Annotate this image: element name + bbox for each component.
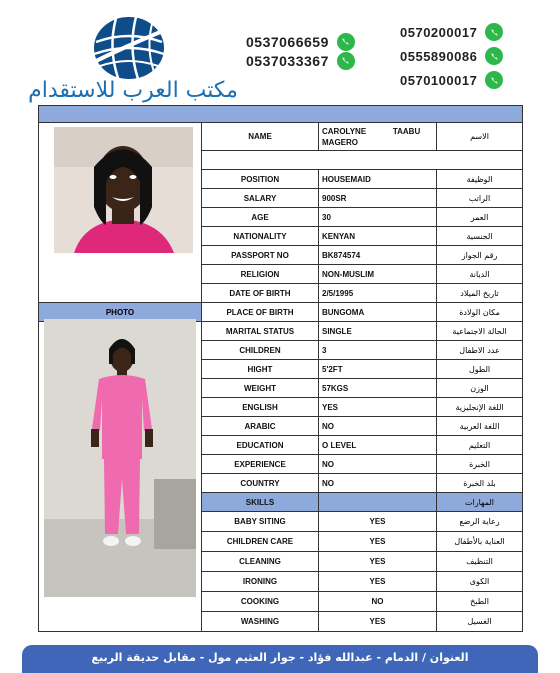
weight-arabic: الوزن [437, 379, 523, 398]
religion-value: NON-MUSLIM [319, 265, 437, 284]
weight-value: 57KGS [319, 379, 437, 398]
arabic-label: ARABIC [202, 417, 319, 436]
phone-number: 0570200017 [400, 20, 503, 44]
position-arabic: الوظيفة [437, 170, 523, 189]
skill-arabic: الطبخ [437, 592, 523, 612]
name-value: CAROLYNE TAABU MAGERO [319, 123, 437, 151]
experience-label: EXPERIENCE [202, 455, 319, 474]
arabic-value: NO [319, 417, 437, 436]
skill-label: WASHING [202, 612, 319, 632]
skill-value: YES [319, 532, 437, 552]
experience-arabic: الخبرة [437, 455, 523, 474]
skill-value: YES [319, 572, 437, 592]
skills-label: SKILLS [202, 493, 319, 512]
phone-number: 0537066659 [246, 32, 355, 51]
skill-value: YES [319, 512, 437, 532]
age-value: 30 [319, 208, 437, 227]
dob-value: 2/5/1995 [319, 284, 437, 303]
passport-label: PASSPORT NO [202, 246, 319, 265]
place-of-birth-label: PLACE OF BIRTH [202, 303, 319, 322]
name-label: NAME [202, 123, 319, 151]
skill-label: IRONING [202, 572, 319, 592]
skill-arabic: الكوى [437, 572, 523, 592]
footer-address: العنوان / الدمام - عبدالله فؤاد - جوار العثيم مول - مقابل حديقة الربيع [22, 645, 538, 673]
whatsapp-icon [485, 47, 503, 65]
nationality-arabic: الجنسية [437, 227, 523, 246]
phones-middle [246, 32, 355, 70]
nationality-label: NATIONALITY [202, 227, 319, 246]
skills-arabic: المهارات [437, 493, 523, 512]
whatsapp-icon [485, 71, 503, 89]
experience-value: NO [319, 455, 437, 474]
children-value: 3 [319, 341, 437, 360]
passport-value: BK874574 [319, 246, 437, 265]
top-band [39, 106, 523, 123]
phone-number: 0537033367 [246, 51, 355, 70]
name-arabic: الاسم [437, 123, 523, 151]
country-value: NO [319, 474, 437, 493]
age-label: AGE [202, 208, 319, 227]
skill-arabic: رعاية الرضع [437, 512, 523, 532]
portrait-photo [54, 127, 193, 253]
position-value: HOUSEMAID [319, 170, 437, 189]
education-value: O LEVEL [319, 436, 437, 455]
english-arabic: اللغة الإنجليزية [437, 398, 523, 417]
height-label: HIGHT [202, 360, 319, 379]
age-arabic: العمر [437, 208, 523, 227]
photo-label: PHOTO [39, 303, 202, 322]
skill-label: CLEANING [202, 552, 319, 572]
skill-arabic: العناية بالأطفال [437, 532, 523, 552]
dob-arabic: تاريخ الميلاد [437, 284, 523, 303]
whatsapp-icon [337, 52, 355, 70]
place-of-birth-arabic: مكان الولادة [437, 303, 523, 322]
marital-arabic: الحالة الاجتماعية [437, 322, 523, 341]
salary-arabic: الراتب [437, 189, 523, 208]
english-value: YES [319, 398, 437, 417]
english-label: ENGLISH [202, 398, 319, 417]
full-body-photo [44, 319, 196, 597]
whatsapp-icon [337, 33, 355, 51]
children-label: CHILDREN [202, 341, 319, 360]
full-body-image [44, 319, 196, 597]
skill-label: BABY SITING [202, 512, 319, 532]
skill-arabic: التنظيف [437, 552, 523, 572]
education-label: EDUCATION [202, 436, 319, 455]
country-label: COUNTRY [202, 474, 319, 493]
children-arabic: عدد الاطفال [437, 341, 523, 360]
height-arabic: الطول [437, 360, 523, 379]
phone-number: 0570100017 [400, 68, 503, 92]
weight-label: WEIGHT [202, 379, 319, 398]
skill-label: CHILDREN CARE [202, 532, 319, 552]
salary-label: SALARY [202, 189, 319, 208]
religion-arabic: الديانة [437, 265, 523, 284]
position-label: POSITION [202, 170, 319, 189]
application-form [38, 105, 522, 632]
place-of-birth-value: BUNGOMA [319, 303, 437, 322]
country-arabic: بلد الخبرة [437, 474, 523, 493]
globe-logo-icon [86, 12, 172, 84]
height-value: 5'2FT [319, 360, 437, 379]
nationality-value: KENYAN [319, 227, 437, 246]
skill-value: NO [319, 592, 437, 612]
salary-value: 900SR [319, 189, 437, 208]
empty-row [202, 151, 523, 170]
skills-band [319, 493, 437, 512]
skill-value: YES [319, 612, 437, 632]
marital-label: MARITAL STATUS [202, 322, 319, 341]
portrait-image [54, 127, 193, 253]
logo-text: مكتب العرب للاستقدام [28, 78, 238, 103]
education-arabic: التعليم [437, 436, 523, 455]
phones-right [400, 20, 503, 92]
marital-value: SINGLE [319, 322, 437, 341]
phone-number: 0555890086 [400, 44, 503, 68]
arabic-arabic: اللغة العربية [437, 417, 523, 436]
skill-arabic: الغسيل [437, 612, 523, 632]
skill-label: COOKING [202, 592, 319, 612]
dob-label: DATE OF BIRTH [202, 284, 319, 303]
header [0, 0, 560, 104]
passport-arabic: رقم الجواز [437, 246, 523, 265]
religion-label: RELIGION [202, 265, 319, 284]
whatsapp-icon [485, 23, 503, 41]
skill-value: YES [319, 552, 437, 572]
